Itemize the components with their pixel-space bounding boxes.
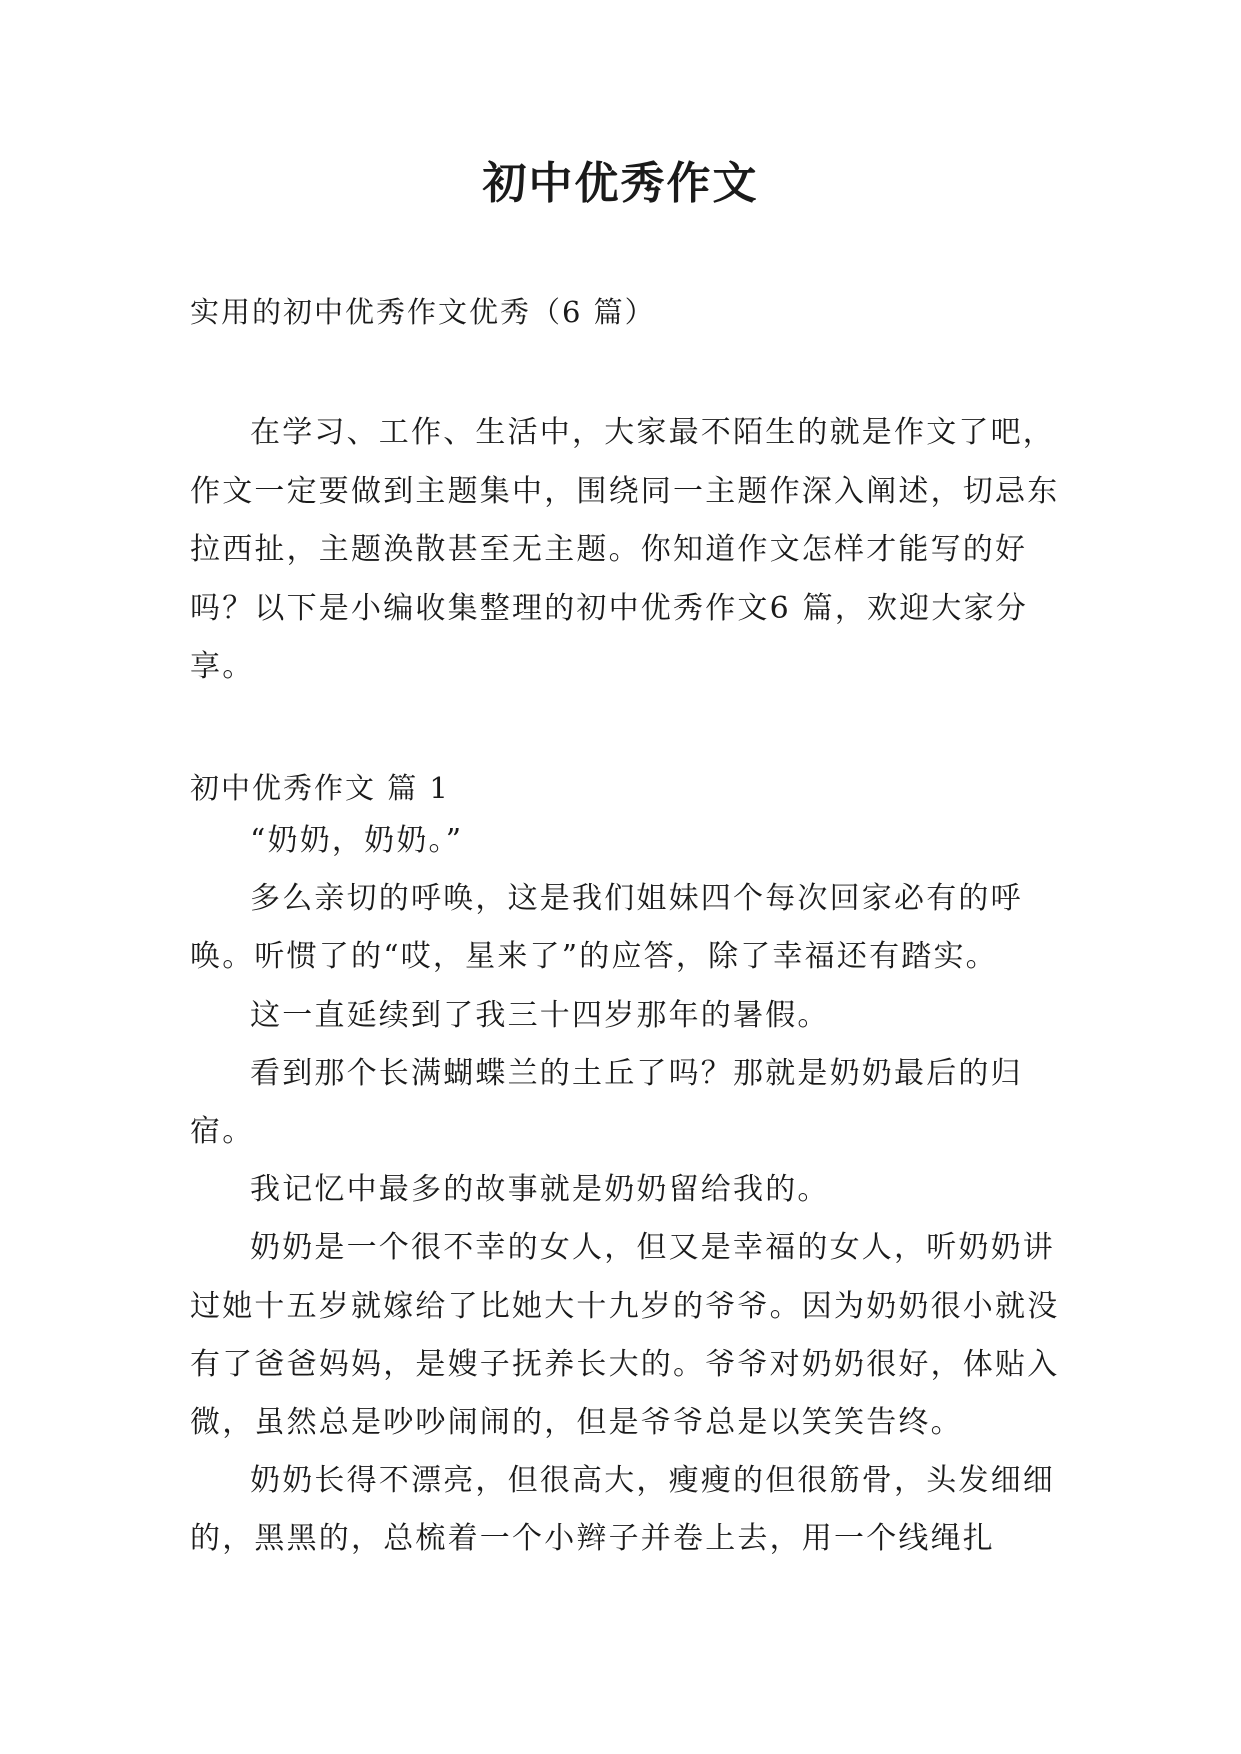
document-title: 初中优秀作文: [482, 158, 759, 209]
story-paragraph: 我记忆中最多的故事就是奶奶留给我的。: [250, 1172, 830, 1208]
section-heading: 初中优秀作文 篇 1: [190, 771, 450, 805]
intro-block: [190, 404, 1060, 697]
story-paragraph: 看到那个长满蝴蝶兰的土丘了吗？那就是奶奶最后的归宿。: [190, 1055, 1023, 1150]
story-body: [190, 812, 1060, 1569]
intro-paragraph: 在学习、工作、生活中，大家最不陌生的就是作文了吧，作文一定要做到主题集中，围绕同一主题作深入阐述，切忌东拉西扯，主题涣散甚至无主题。你知道作文怎样才能写的好吗？以下是小编收集整理的初中优秀作文6 篇，欢迎大家分享。: [190, 415, 1060, 684]
document-subtitle: 实用的初中优秀作文优秀（6 篇）: [190, 295, 656, 329]
story-paragraph: 奶奶是一个很不幸的女人，但又是幸福的女人，听奶奶讲过她十五岁就嫁给了比她大十九岁的爷爷。因为奶奶很小就没有了爸爸妈妈，是嫂子抚养长大的。爷爷对奶奶很好，体贴入微，虽然总是吵吵闹闹的，但是爷爷总是以笑笑告终。: [190, 1230, 1060, 1441]
story-paragraph: “奶奶，奶奶。”: [250, 823, 464, 858]
story-paragraph: 多么亲切的呼唤，这是我们姐妹四个每次回家必有的呼唤。听惯了的“哎，星来了”的应答，除了幸福还有踏实。: [190, 881, 1023, 975]
story-paragraph: 奶奶长得不漂亮，但很高大，瘦瘦的但很筋骨，头发细细的，黑黑的，总梳着一个小辫子并卷上去，用一个线绳扎: [190, 1463, 1055, 1557]
story-paragraph: 这一直延续到了我三十四岁那年的暑假。: [250, 997, 830, 1033]
